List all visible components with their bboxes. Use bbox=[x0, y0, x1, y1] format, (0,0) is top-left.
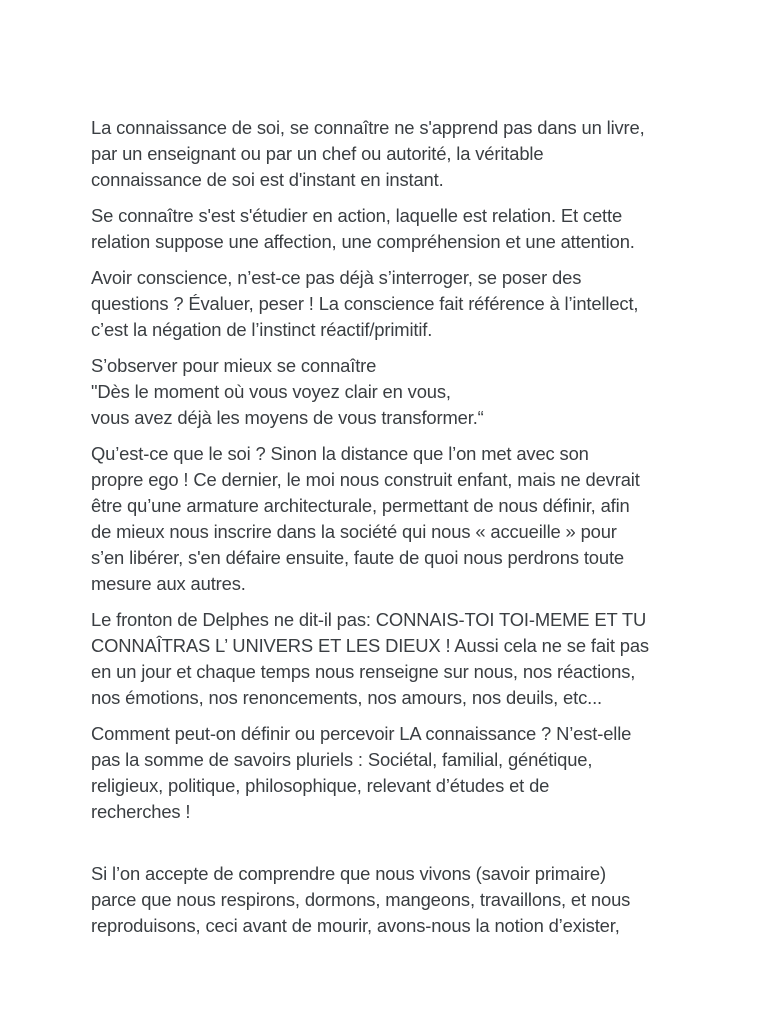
text-line: s’en libérer, s'en défaire ensuite, faute de quoi nous perdrons toute bbox=[91, 547, 624, 568]
paragraph-6 bbox=[91, 607, 691, 711]
paragraph-4-quote bbox=[91, 353, 691, 431]
text-line: Se connaître s'est s'étudier en action, laquelle est relation. Et cette bbox=[91, 205, 623, 226]
text-line: CONNAÎTRAS L’ UNIVERS ET LES DIEUX ! Aussi cela ne se fait pas bbox=[91, 635, 649, 656]
text-line: en un jour et chaque temps nous renseigne sur nous, nos réactions, bbox=[91, 661, 636, 682]
text-line: mesure aux autres. bbox=[91, 573, 246, 594]
text-line: "Dès le moment où vous voyez clair en vous, bbox=[91, 381, 451, 402]
text-line: Si l’on accepte de comprendre que nous vivons (savoir primaire) bbox=[91, 863, 606, 884]
text-line: reproduisons, ceci avant de mourir, avons-nous la notion d’exister, bbox=[91, 915, 620, 936]
text-line: nos émotions, nos renoncements, nos amours, nos deuils, etc... bbox=[91, 687, 603, 708]
text-line: Comment peut-on définir ou percevoir LA connaissance ? N’est-elle bbox=[91, 723, 632, 744]
blank-line bbox=[91, 835, 691, 861]
text-line: relation suppose une affection, une compréhension et une attention. bbox=[91, 231, 635, 252]
text-line: parce que nous respirons, dormons, mangeons, travaillons, et nous bbox=[91, 889, 631, 910]
text-line: propre ego ! Ce dernier, le moi nous construit enfant, mais ne devrait bbox=[91, 469, 640, 490]
text-line: Qu’est-ce que le soi ? Sinon la distance que l’on met avec son bbox=[91, 443, 589, 464]
text-line: par un enseignant ou par un chef ou autorité, la véritable bbox=[91, 143, 544, 164]
text-line: pas la somme de savoirs pluriels : Sociétal, familial, génétique, bbox=[91, 749, 593, 770]
text-line: recherches ! bbox=[91, 801, 191, 822]
text-line: La connaissance de soi, se connaître ne s'apprend pas dans un livre, bbox=[91, 117, 645, 138]
text-line: c’est la négation de l’instinct réactif/primitif. bbox=[91, 319, 433, 340]
text-line: vous avez déjà les moyens de vous transformer.“ bbox=[91, 407, 484, 428]
paragraph-3 bbox=[91, 265, 691, 343]
text-line: Le fronton de Delphes ne dit-il pas: CONNAIS-TOI TOI-MEME ET TU bbox=[91, 609, 647, 630]
text-line: de mieux nous inscrire dans la société qui nous « accueille » pour bbox=[91, 521, 617, 542]
paragraph-1 bbox=[91, 115, 691, 193]
paragraph-8 bbox=[91, 861, 691, 939]
text-line: religieux, politique, philosophique, relevant d’études et de bbox=[91, 775, 550, 796]
text-line: S’observer pour mieux se connaître bbox=[91, 355, 377, 376]
paragraph-5 bbox=[91, 441, 691, 597]
text-line: être qu’une armature architecturale, permettant de nous définir, afin bbox=[91, 495, 630, 516]
text-line: questions ? Évaluer, peser ! La conscience fait référence à l’intellect, bbox=[91, 293, 639, 314]
text-line: Avoir conscience, n’est-ce pas déjà s’interroger, se poser des bbox=[91, 267, 582, 288]
paragraph-7 bbox=[91, 721, 691, 825]
text-line: connaissance de soi est d'instant en instant. bbox=[91, 169, 444, 190]
paragraph-2 bbox=[91, 203, 691, 255]
document-body bbox=[91, 115, 691, 949]
